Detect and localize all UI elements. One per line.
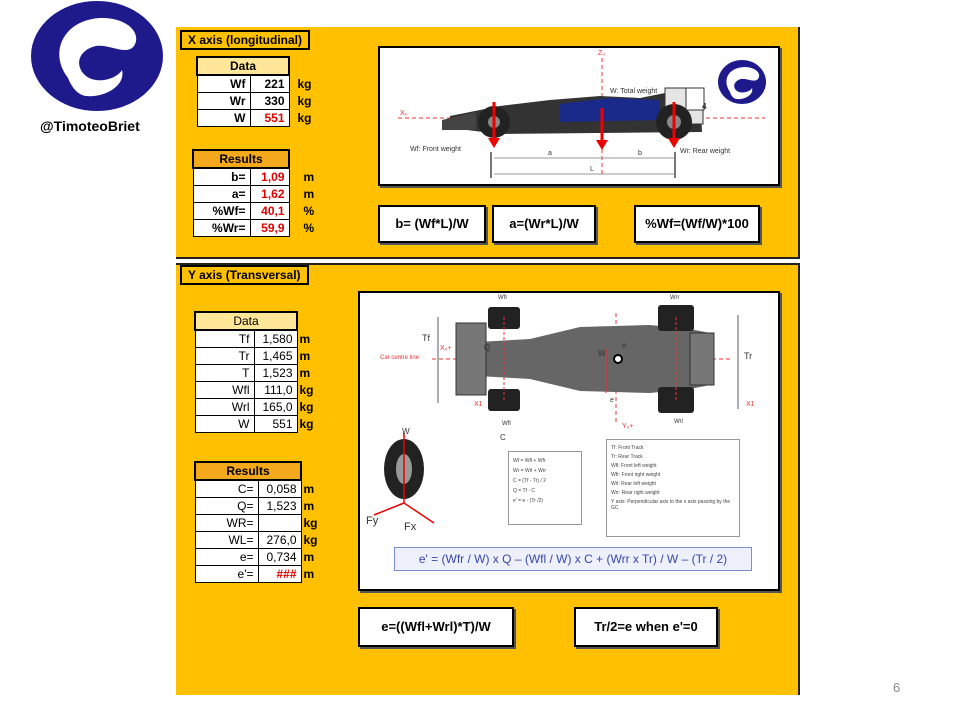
y-axis-panel (176, 263, 800, 695)
dim-b-label: b (638, 150, 642, 157)
cell-value: 40,1 (250, 203, 289, 220)
dim-a-label: a (548, 150, 552, 157)
legend-item: Wfr: Front right weight (611, 472, 661, 478)
cell-value[interactable]: 1,465 (254, 348, 297, 365)
cell-label: W (195, 416, 254, 433)
cell-unit: m (303, 567, 315, 581)
x0-label: X₀+ (440, 345, 452, 352)
legend-box (606, 439, 740, 537)
e-label: e (610, 397, 614, 404)
cell-label: a= (193, 186, 250, 203)
cell-value[interactable]: 551 (250, 110, 289, 127)
wrl-label: Wrl (674, 419, 683, 425)
cell-unit: kg (299, 417, 314, 431)
y-data-header: Data (195, 312, 297, 330)
cell-unit: m (303, 481, 315, 496)
tr-label: Tr (744, 351, 753, 361)
table-row (195, 498, 322, 515)
cell-value: ### (258, 566, 301, 583)
cell-value[interactable]: 330 (250, 93, 289, 110)
table-row (195, 566, 322, 583)
table-row (193, 186, 319, 203)
cell-unit: m (303, 187, 315, 201)
cell-unit: % (303, 221, 315, 235)
cell-value: 0,058 (258, 480, 301, 498)
table-row (195, 416, 318, 433)
main-equation: e' = (Wfr / W) x Q – (Wfl / W) x C + (Wrr x Tr) / W – (Tr / 2) (394, 547, 752, 571)
table-row (195, 348, 318, 365)
cell-label: Tr (195, 348, 254, 365)
y-section-title: Y axis (Transversal) (180, 265, 309, 285)
cell-label: Wrl (195, 399, 254, 416)
small-formula: Q = Tf - C (513, 488, 535, 494)
x-axis-label: X₀ (400, 110, 408, 117)
cell-unit: % (303, 204, 315, 218)
car-centre-line-label: Car centre line (380, 355, 420, 361)
cell-value[interactable]: 1,580 (254, 330, 297, 348)
total-weight-label: W: Total weight (610, 88, 658, 95)
cell-unit: m (299, 331, 311, 346)
small-formula: Wf = Wfl + Wfr (513, 458, 546, 464)
cell-unit: m (303, 169, 315, 184)
e-prime-label: e' (622, 343, 628, 350)
cell-label: Wfl (195, 382, 254, 399)
cell-label: C= (195, 480, 258, 498)
formula-wf-percent: %Wf=(Wf/W)*100 (634, 205, 760, 243)
x-axis-panel (176, 27, 800, 259)
cell-label: T (195, 365, 254, 382)
brand-logo (30, 0, 165, 112)
cell-label: %Wr= (193, 220, 250, 237)
small-formulas-box (508, 451, 582, 525)
table-row (195, 365, 318, 382)
legend-item: Tr: Rear Track (611, 454, 643, 460)
x-data-table (196, 56, 317, 127)
x-section-title: X axis (longitudinal) (180, 30, 310, 50)
cell-label: WL= (195, 532, 258, 549)
table-row (195, 532, 322, 549)
legend-item: Y axis: Perpendicular axis to the x axis passing by the GC (611, 499, 731, 511)
legend-item: Tf: Front Track (611, 445, 644, 451)
cell-label: e'= (195, 566, 258, 583)
small-formula: Wr = Wrl + Wrr (513, 468, 547, 474)
cell-label: Q= (195, 498, 258, 515)
q-label: Q (484, 343, 491, 352)
table-row (195, 382, 318, 399)
cell-value[interactable]: 165,0 (254, 399, 297, 416)
cell-unit: kg (303, 533, 318, 547)
cell-value: 0,734 (258, 549, 301, 566)
x-results-header: Results (193, 150, 289, 168)
car-top-diagram (358, 291, 780, 591)
table-row (197, 93, 316, 110)
cell-label: Wf (197, 75, 250, 93)
dim-l-label: L (590, 166, 594, 173)
page-number: 6 (893, 680, 901, 695)
small-formula: e' = e - (Tr /2) (513, 498, 544, 504)
cell-label: Tf (195, 330, 254, 348)
cell-unit: m (303, 499, 315, 513)
z-axis-label: Z₀ (598, 50, 606, 57)
cell-unit: m (299, 349, 311, 363)
front-weight-label: Wf: Front weight (410, 146, 461, 153)
cell-label: b= (193, 168, 250, 186)
cell-unit: kg (297, 111, 312, 125)
table-row (193, 203, 319, 220)
table-row (195, 549, 322, 566)
cell-unit: kg (297, 76, 312, 91)
fy-label: Fy (366, 515, 379, 527)
legend-item: Wrl: Rear left weight (611, 481, 656, 487)
table-row (195, 515, 322, 532)
y-results-header: Results (195, 462, 301, 480)
cell-unit: kg (299, 400, 314, 414)
tire-w-label: W (402, 427, 410, 436)
wrr-label: Wrr (670, 295, 680, 301)
cell-unit: kg (297, 94, 312, 108)
w-label: W (598, 349, 606, 358)
c-label: C (500, 433, 506, 442)
table-row (195, 399, 318, 416)
wfr-label: Wfr (498, 295, 508, 301)
cell-value: 1,62 (250, 186, 289, 203)
formula-b: b= (Wf*L)/W (378, 205, 486, 243)
cell-value: 1,09 (250, 168, 289, 186)
x1-right-label: X1 (746, 401, 755, 408)
x1-left-label: X1 (474, 401, 483, 408)
cell-value[interactable]: 551 (254, 416, 297, 433)
table-row (193, 220, 319, 237)
cell-unit: m (303, 550, 315, 564)
cell-value (258, 515, 301, 532)
x-data-header: Data (197, 57, 289, 75)
x-results-table (192, 149, 319, 237)
car-number: 4 (702, 102, 707, 111)
car-side-diagram (378, 46, 780, 186)
cell-unit: kg (299, 383, 314, 397)
table-row (197, 75, 316, 93)
table-row (197, 110, 316, 127)
table-row (195, 480, 322, 498)
cell-unit: kg (303, 516, 318, 530)
legend-item: Wfl: Front left weight (611, 463, 657, 469)
table-row (193, 168, 319, 186)
y-results-table (194, 461, 323, 583)
cell-label: W (197, 110, 250, 127)
fx-label: Fx (404, 521, 417, 533)
small-formula: C = (Tf - Tr) / 2 (513, 478, 546, 484)
formula-tr-half: Tr/2=e when e'=0 (574, 607, 718, 647)
cell-value: 59,9 (250, 220, 289, 237)
cell-value[interactable]: 111,0 (254, 382, 297, 399)
cell-value: 1,523 (258, 498, 301, 515)
cell-value[interactable]: 1,523 (254, 365, 297, 382)
cell-value[interactable]: 221 (250, 75, 289, 93)
y-data-table (194, 311, 319, 433)
rear-weight-label: Wr: Rear weight (680, 148, 731, 155)
y0-label: Y₀+ (622, 423, 634, 430)
tf-label: Tf (422, 333, 430, 343)
formula-a: a=(Wr*L)/W (492, 205, 596, 243)
car-side-illustration (380, 48, 778, 184)
formula-e: e=((Wfl+Wrl)*T)/W (358, 607, 514, 647)
cell-unit: m (299, 366, 311, 380)
cell-label: %Wf= (193, 203, 250, 220)
cell-value: 276,0 (258, 532, 301, 549)
cell-label: Wr (197, 93, 250, 110)
table-row (195, 330, 318, 348)
wfl-label: Wfl (502, 421, 511, 427)
author-handle: @TimoteoBriet (40, 118, 140, 134)
legend-item: Wrr: Rear right weight (611, 490, 660, 496)
cell-label: WR= (195, 515, 258, 532)
cell-label: e= (195, 549, 258, 566)
